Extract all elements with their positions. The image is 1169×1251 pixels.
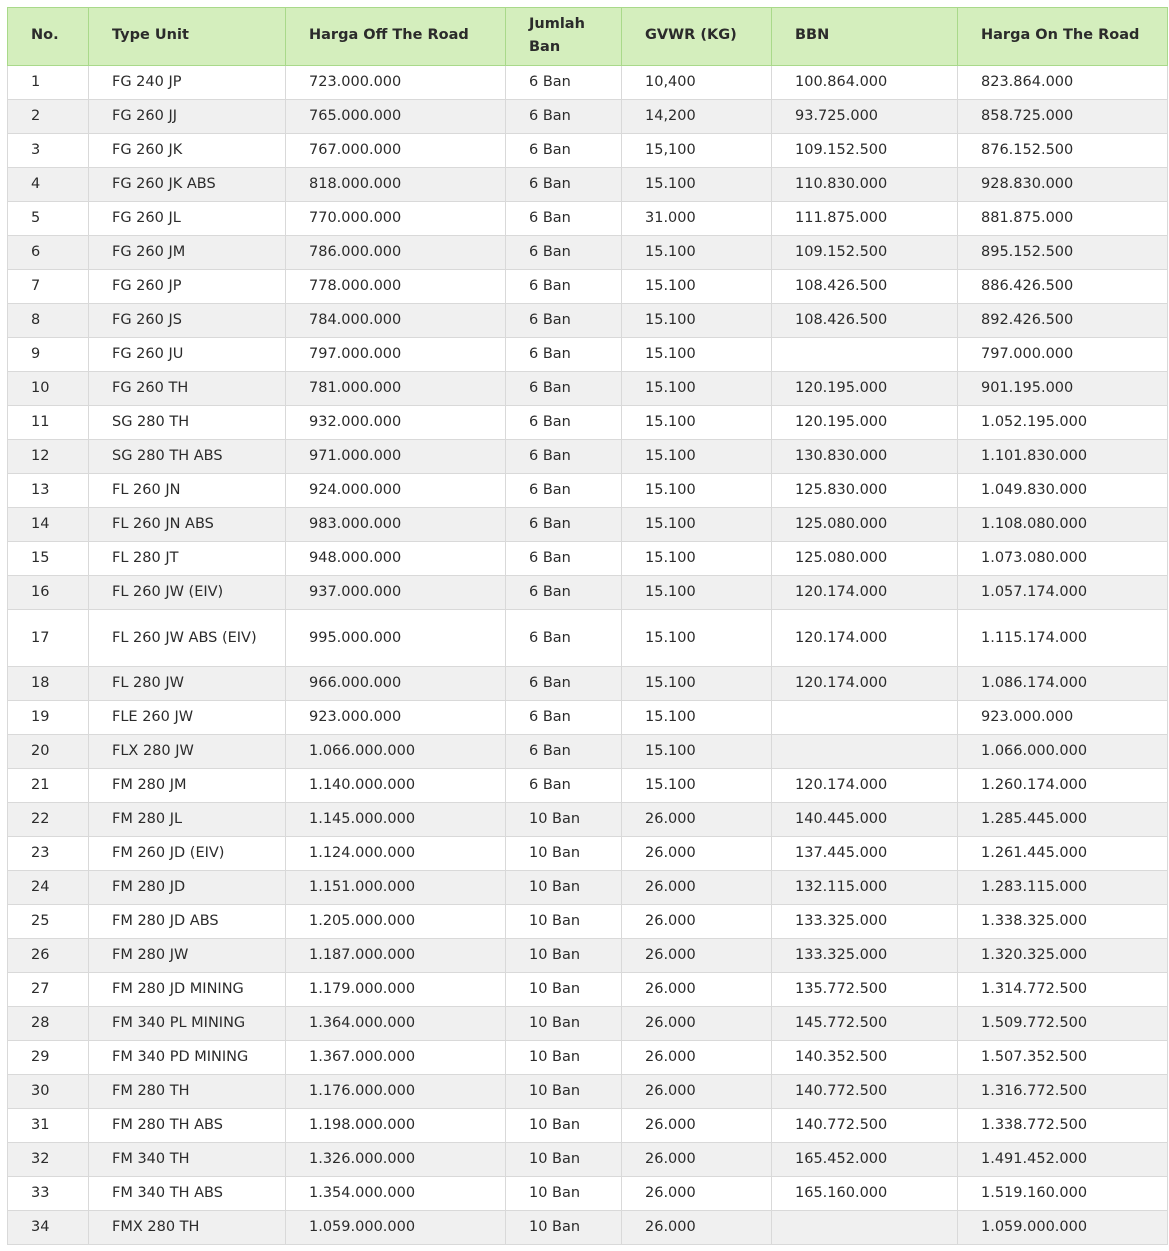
cell-no: 34 xyxy=(8,1211,89,1245)
cell-harga-off-the-road: 765.000.000 xyxy=(286,100,506,134)
cell-bbn: 140.772.500 xyxy=(772,1075,958,1109)
cell-bbn: 135.772.500 xyxy=(772,973,958,1007)
cell-no: 9 xyxy=(8,338,89,372)
cell-gvwr: 15.100 xyxy=(622,440,772,474)
cell-harga-on-the-road: 1.519.160.000 xyxy=(958,1177,1168,1211)
cell-bbn: 120.174.000 xyxy=(772,610,958,667)
cell-harga-on-the-road: 1.059.000.000 xyxy=(958,1211,1168,1245)
cell-gvwr: 26.000 xyxy=(622,1109,772,1143)
cell-no: 28 xyxy=(8,1007,89,1041)
cell-gvwr: 15.100 xyxy=(622,542,772,576)
cell-harga-on-the-road: 1.491.452.000 xyxy=(958,1143,1168,1177)
cell-harga-on-the-road: 1.101.830.000 xyxy=(958,440,1168,474)
cell-no: 25 xyxy=(8,905,89,939)
cell-bbn: 109.152.500 xyxy=(772,236,958,270)
cell-type-unit: FG 260 JM xyxy=(89,236,286,270)
table-row xyxy=(8,202,1168,236)
cell-harga-on-the-road: 895.152.500 xyxy=(958,236,1168,270)
cell-gvwr: 15.100 xyxy=(622,372,772,406)
cell-bbn xyxy=(772,1211,958,1245)
table-row xyxy=(8,270,1168,304)
cell-harga-off-the-road: 1.140.000.000 xyxy=(286,769,506,803)
cell-harga-off-the-road: 1.326.000.000 xyxy=(286,1143,506,1177)
table-row xyxy=(8,576,1168,610)
header-gvwr: GVWR (KG) xyxy=(622,8,772,66)
cell-gvwr: 15.100 xyxy=(622,610,772,667)
cell-harga-on-the-road: 1.052.195.000 xyxy=(958,406,1168,440)
cell-jumlah-ban: 6 Ban xyxy=(506,168,622,202)
cell-gvwr: 26.000 xyxy=(622,1177,772,1211)
cell-harga-off-the-road: 932.000.000 xyxy=(286,406,506,440)
cell-bbn: 165.452.000 xyxy=(772,1143,958,1177)
cell-jumlah-ban: 10 Ban xyxy=(506,1007,622,1041)
cell-no: 1 xyxy=(8,66,89,100)
cell-no: 29 xyxy=(8,1041,89,1075)
cell-bbn: 133.325.000 xyxy=(772,905,958,939)
cell-type-unit: FL 260 JW (EIV) xyxy=(89,576,286,610)
cell-bbn: 125.080.000 xyxy=(772,542,958,576)
cell-harga-on-the-road: 1.285.445.000 xyxy=(958,803,1168,837)
cell-harga-off-the-road: 983.000.000 xyxy=(286,508,506,542)
cell-harga-on-the-road: 1.066.000.000 xyxy=(958,735,1168,769)
table-row xyxy=(8,701,1168,735)
table-row xyxy=(8,372,1168,406)
cell-type-unit: FM 260 JD (EIV) xyxy=(89,837,286,871)
cell-gvwr: 15.100 xyxy=(622,576,772,610)
cell-gvwr: 26.000 xyxy=(622,1075,772,1109)
cell-no: 16 xyxy=(8,576,89,610)
table-row xyxy=(8,168,1168,202)
cell-type-unit: FG 260 JK xyxy=(89,134,286,168)
cell-no: 22 xyxy=(8,803,89,837)
cell-no: 18 xyxy=(8,667,89,701)
cell-type-unit: FM 340 PD MINING xyxy=(89,1041,286,1075)
cell-harga-off-the-road: 1.364.000.000 xyxy=(286,1007,506,1041)
cell-gvwr: 26.000 xyxy=(622,1143,772,1177)
cell-type-unit: FM 280 TH xyxy=(89,1075,286,1109)
cell-harga-on-the-road: 901.195.000 xyxy=(958,372,1168,406)
cell-bbn: 108.426.500 xyxy=(772,270,958,304)
table-row xyxy=(8,973,1168,1007)
cell-type-unit: FM 280 JW xyxy=(89,939,286,973)
header-bbn: BBN xyxy=(772,8,958,66)
cell-harga-on-the-road: 876.152.500 xyxy=(958,134,1168,168)
cell-harga-on-the-road: 886.426.500 xyxy=(958,270,1168,304)
cell-harga-on-the-road: 1.086.174.000 xyxy=(958,667,1168,701)
cell-harga-off-the-road: 1.198.000.000 xyxy=(286,1109,506,1143)
cell-type-unit: SG 280 TH xyxy=(89,406,286,440)
header-harga-on-the-road: Harga On The Road xyxy=(958,8,1168,66)
cell-no: 30 xyxy=(8,1075,89,1109)
cell-harga-off-the-road: 966.000.000 xyxy=(286,667,506,701)
cell-type-unit: FL 260 JW ABS (EIV) xyxy=(89,610,286,667)
cell-bbn: 125.830.000 xyxy=(772,474,958,508)
table-row xyxy=(8,1075,1168,1109)
header-harga-off-the-road: Harga Off The Road xyxy=(286,8,506,66)
cell-bbn xyxy=(772,338,958,372)
cell-no: 10 xyxy=(8,372,89,406)
cell-jumlah-ban: 10 Ban xyxy=(506,905,622,939)
cell-no: 20 xyxy=(8,735,89,769)
cell-jumlah-ban: 6 Ban xyxy=(506,542,622,576)
cell-jumlah-ban: 10 Ban xyxy=(506,973,622,1007)
cell-harga-off-the-road: 1.179.000.000 xyxy=(286,973,506,1007)
table-row xyxy=(8,803,1168,837)
cell-gvwr: 15,100 xyxy=(622,134,772,168)
cell-harga-on-the-road: 1.073.080.000 xyxy=(958,542,1168,576)
cell-gvwr: 15.100 xyxy=(622,508,772,542)
cell-type-unit: FM 280 JL xyxy=(89,803,286,837)
table-row xyxy=(8,1109,1168,1143)
cell-jumlah-ban: 6 Ban xyxy=(506,338,622,372)
cell-bbn xyxy=(772,701,958,735)
cell-no: 11 xyxy=(8,406,89,440)
cell-bbn xyxy=(772,735,958,769)
cell-jumlah-ban: 6 Ban xyxy=(506,440,622,474)
cell-harga-off-the-road: 786.000.000 xyxy=(286,236,506,270)
cell-type-unit: FLE 260 JW xyxy=(89,701,286,735)
cell-type-unit: FM 340 PL MINING xyxy=(89,1007,286,1041)
cell-bbn: 145.772.500 xyxy=(772,1007,958,1041)
cell-type-unit: FG 260 JK ABS xyxy=(89,168,286,202)
cell-harga-on-the-road: 928.830.000 xyxy=(958,168,1168,202)
header-jumlah-ban: Jumlah Ban xyxy=(506,8,622,66)
table-body xyxy=(8,66,1168,1245)
cell-type-unit: FL 280 JT xyxy=(89,542,286,576)
cell-bbn: 133.325.000 xyxy=(772,939,958,973)
cell-gvwr: 31.000 xyxy=(622,202,772,236)
cell-harga-on-the-road: 1.509.772.500 xyxy=(958,1007,1168,1041)
cell-harga-on-the-road: 797.000.000 xyxy=(958,338,1168,372)
cell-harga-off-the-road: 923.000.000 xyxy=(286,701,506,735)
cell-harga-on-the-road: 823.864.000 xyxy=(958,66,1168,100)
cell-harga-off-the-road: 1.145.000.000 xyxy=(286,803,506,837)
cell-gvwr: 26.000 xyxy=(622,939,772,973)
cell-no: 24 xyxy=(8,871,89,905)
cell-harga-on-the-road: 1.316.772.500 xyxy=(958,1075,1168,1109)
cell-type-unit: FM 280 JM xyxy=(89,769,286,803)
cell-harga-off-the-road: 1.151.000.000 xyxy=(286,871,506,905)
table-row xyxy=(8,406,1168,440)
table-row xyxy=(8,939,1168,973)
cell-type-unit: FG 240 JP xyxy=(89,66,286,100)
cell-bbn: 120.174.000 xyxy=(772,769,958,803)
cell-bbn: 132.115.000 xyxy=(772,871,958,905)
cell-bbn: 110.830.000 xyxy=(772,168,958,202)
table-row xyxy=(8,542,1168,576)
price-table-container xyxy=(7,7,1168,1245)
cell-no: 12 xyxy=(8,440,89,474)
cell-type-unit: FG 260 JP xyxy=(89,270,286,304)
cell-jumlah-ban: 10 Ban xyxy=(506,803,622,837)
cell-jumlah-ban: 10 Ban xyxy=(506,1143,622,1177)
table-row xyxy=(8,837,1168,871)
table-row xyxy=(8,66,1168,100)
cell-harga-off-the-road: 1.367.000.000 xyxy=(286,1041,506,1075)
cell-harga-on-the-road: 1.057.174.000 xyxy=(958,576,1168,610)
cell-type-unit: FM 280 JD ABS xyxy=(89,905,286,939)
cell-jumlah-ban: 6 Ban xyxy=(506,667,622,701)
cell-bbn: 100.864.000 xyxy=(772,66,958,100)
cell-type-unit: SG 280 TH ABS xyxy=(89,440,286,474)
cell-no: 3 xyxy=(8,134,89,168)
cell-harga-on-the-road: 1.338.772.500 xyxy=(958,1109,1168,1143)
table-row xyxy=(8,610,1168,667)
cell-bbn: 108.426.500 xyxy=(772,304,958,338)
cell-no: 26 xyxy=(8,939,89,973)
cell-jumlah-ban: 6 Ban xyxy=(506,270,622,304)
cell-no: 23 xyxy=(8,837,89,871)
cell-jumlah-ban: 6 Ban xyxy=(506,406,622,440)
cell-harga-off-the-road: 971.000.000 xyxy=(286,440,506,474)
cell-harga-off-the-road: 948.000.000 xyxy=(286,542,506,576)
table-row xyxy=(8,508,1168,542)
cell-harga-off-the-road: 937.000.000 xyxy=(286,576,506,610)
cell-harga-on-the-road: 1.108.080.000 xyxy=(958,508,1168,542)
cell-harga-off-the-road: 767.000.000 xyxy=(286,134,506,168)
cell-harga-on-the-road: 1.283.115.000 xyxy=(958,871,1168,905)
table-row xyxy=(8,1007,1168,1041)
table-row xyxy=(8,871,1168,905)
cell-gvwr: 26.000 xyxy=(622,1041,772,1075)
header-no: No. xyxy=(8,8,89,66)
cell-harga-off-the-road: 924.000.000 xyxy=(286,474,506,508)
cell-gvwr: 26.000 xyxy=(622,871,772,905)
cell-no: 8 xyxy=(8,304,89,338)
cell-harga-off-the-road: 784.000.000 xyxy=(286,304,506,338)
cell-no: 4 xyxy=(8,168,89,202)
cell-type-unit: FLX 280 JW xyxy=(89,735,286,769)
cell-gvwr: 15.100 xyxy=(622,338,772,372)
cell-bbn: 165.160.000 xyxy=(772,1177,958,1211)
cell-jumlah-ban: 10 Ban xyxy=(506,1177,622,1211)
table-row xyxy=(8,338,1168,372)
cell-gvwr: 10,400 xyxy=(622,66,772,100)
cell-gvwr: 15.100 xyxy=(622,270,772,304)
cell-harga-off-the-road: 1.176.000.000 xyxy=(286,1075,506,1109)
cell-bbn: 120.195.000 xyxy=(772,372,958,406)
table-row xyxy=(8,440,1168,474)
cell-harga-on-the-road: 1.338.325.000 xyxy=(958,905,1168,939)
cell-jumlah-ban: 6 Ban xyxy=(506,372,622,406)
cell-harga-off-the-road: 1.205.000.000 xyxy=(286,905,506,939)
cell-gvwr: 26.000 xyxy=(622,905,772,939)
cell-harga-on-the-road: 881.875.000 xyxy=(958,202,1168,236)
cell-harga-off-the-road: 797.000.000 xyxy=(286,338,506,372)
cell-jumlah-ban: 6 Ban xyxy=(506,202,622,236)
cell-gvwr: 26.000 xyxy=(622,1211,772,1245)
cell-harga-off-the-road: 778.000.000 xyxy=(286,270,506,304)
table-row xyxy=(8,134,1168,168)
cell-harga-on-the-road: 1.261.445.000 xyxy=(958,837,1168,871)
cell-gvwr: 15.100 xyxy=(622,168,772,202)
cell-no: 5 xyxy=(8,202,89,236)
cell-no: 6 xyxy=(8,236,89,270)
cell-harga-off-the-road: 1.066.000.000 xyxy=(286,735,506,769)
cell-no: 27 xyxy=(8,973,89,1007)
cell-harga-off-the-road: 781.000.000 xyxy=(286,372,506,406)
cell-type-unit: FG 260 JJ xyxy=(89,100,286,134)
cell-jumlah-ban: 10 Ban xyxy=(506,939,622,973)
cell-no: 15 xyxy=(8,542,89,576)
cell-harga-on-the-road: 892.426.500 xyxy=(958,304,1168,338)
cell-jumlah-ban: 6 Ban xyxy=(506,474,622,508)
cell-bbn: 140.352.500 xyxy=(772,1041,958,1075)
cell-type-unit: FM 280 JD xyxy=(89,871,286,905)
cell-jumlah-ban: 6 Ban xyxy=(506,134,622,168)
cell-no: 17 xyxy=(8,610,89,667)
cell-no: 21 xyxy=(8,769,89,803)
cell-harga-on-the-road: 923.000.000 xyxy=(958,701,1168,735)
price-table xyxy=(7,7,1168,1245)
cell-no: 13 xyxy=(8,474,89,508)
cell-jumlah-ban: 10 Ban xyxy=(506,1109,622,1143)
cell-gvwr: 26.000 xyxy=(622,1007,772,1041)
cell-no: 33 xyxy=(8,1177,89,1211)
table-row xyxy=(8,1143,1168,1177)
cell-harga-on-the-road: 1.115.174.000 xyxy=(958,610,1168,667)
cell-harga-on-the-road: 1.507.352.500 xyxy=(958,1041,1168,1075)
cell-bbn: 120.195.000 xyxy=(772,406,958,440)
cell-harga-off-the-road: 1.187.000.000 xyxy=(286,939,506,973)
table-row xyxy=(8,474,1168,508)
cell-type-unit: FG 260 JL xyxy=(89,202,286,236)
table-row xyxy=(8,304,1168,338)
cell-gvwr: 26.000 xyxy=(622,837,772,871)
cell-gvwr: 26.000 xyxy=(622,973,772,1007)
cell-harga-on-the-road: 1.049.830.000 xyxy=(958,474,1168,508)
cell-gvwr: 15.100 xyxy=(622,406,772,440)
table-row xyxy=(8,667,1168,701)
cell-no: 2 xyxy=(8,100,89,134)
cell-jumlah-ban: 6 Ban xyxy=(506,508,622,542)
cell-bbn: 93.725.000 xyxy=(772,100,958,134)
cell-gvwr: 15.100 xyxy=(622,701,772,735)
cell-harga-off-the-road: 1.059.000.000 xyxy=(286,1211,506,1245)
cell-no: 19 xyxy=(8,701,89,735)
cell-gvwr: 15.100 xyxy=(622,667,772,701)
table-row xyxy=(8,735,1168,769)
cell-type-unit: FG 260 JS xyxy=(89,304,286,338)
cell-jumlah-ban: 6 Ban xyxy=(506,735,622,769)
cell-harga-on-the-road: 858.725.000 xyxy=(958,100,1168,134)
cell-bbn: 137.445.000 xyxy=(772,837,958,871)
cell-gvwr: 15.100 xyxy=(622,236,772,270)
cell-jumlah-ban: 10 Ban xyxy=(506,1041,622,1075)
cell-harga-off-the-road: 723.000.000 xyxy=(286,66,506,100)
cell-harga-off-the-road: 1.354.000.000 xyxy=(286,1177,506,1211)
cell-type-unit: FM 280 TH ABS xyxy=(89,1109,286,1143)
cell-harga-on-the-road: 1.320.325.000 xyxy=(958,939,1168,973)
cell-gvwr: 15.100 xyxy=(622,304,772,338)
cell-gvwr: 15.100 xyxy=(622,474,772,508)
cell-type-unit: FM 280 JD MINING xyxy=(89,973,286,1007)
cell-type-unit: FM 340 TH ABS xyxy=(89,1177,286,1211)
cell-type-unit: FG 260 JU xyxy=(89,338,286,372)
cell-gvwr: 15.100 xyxy=(622,769,772,803)
cell-harga-on-the-road: 1.314.772.500 xyxy=(958,973,1168,1007)
cell-harga-off-the-road: 770.000.000 xyxy=(286,202,506,236)
cell-jumlah-ban: 6 Ban xyxy=(506,701,622,735)
cell-type-unit: FG 260 TH xyxy=(89,372,286,406)
table-row xyxy=(8,1041,1168,1075)
cell-jumlah-ban: 6 Ban xyxy=(506,610,622,667)
cell-jumlah-ban: 6 Ban xyxy=(506,576,622,610)
cell-no: 14 xyxy=(8,508,89,542)
cell-jumlah-ban: 10 Ban xyxy=(506,1211,622,1245)
table-row xyxy=(8,100,1168,134)
cell-type-unit: FL 260 JN ABS xyxy=(89,508,286,542)
cell-harga-off-the-road: 1.124.000.000 xyxy=(286,837,506,871)
table-row xyxy=(8,1177,1168,1211)
cell-jumlah-ban: 10 Ban xyxy=(506,871,622,905)
cell-bbn: 125.080.000 xyxy=(772,508,958,542)
cell-no: 32 xyxy=(8,1143,89,1177)
cell-type-unit: FMX 280 TH xyxy=(89,1211,286,1245)
table-row xyxy=(8,905,1168,939)
cell-jumlah-ban: 6 Ban xyxy=(506,304,622,338)
cell-bbn: 140.445.000 xyxy=(772,803,958,837)
cell-bbn: 140.772.500 xyxy=(772,1109,958,1143)
cell-harga-off-the-road: 995.000.000 xyxy=(286,610,506,667)
cell-jumlah-ban: 6 Ban xyxy=(506,236,622,270)
cell-harga-on-the-road: 1.260.174.000 xyxy=(958,769,1168,803)
table-row xyxy=(8,1211,1168,1245)
cell-jumlah-ban: 10 Ban xyxy=(506,1075,622,1109)
table-header-row xyxy=(8,8,1168,66)
table-row xyxy=(8,236,1168,270)
cell-jumlah-ban: 6 Ban xyxy=(506,100,622,134)
cell-jumlah-ban: 6 Ban xyxy=(506,769,622,803)
cell-no: 31 xyxy=(8,1109,89,1143)
cell-jumlah-ban: 10 Ban xyxy=(506,837,622,871)
cell-bbn: 109.152.500 xyxy=(772,134,958,168)
cell-type-unit: FL 280 JW xyxy=(89,667,286,701)
cell-bbn: 120.174.000 xyxy=(772,667,958,701)
cell-bbn: 130.830.000 xyxy=(772,440,958,474)
cell-type-unit: FM 340 TH xyxy=(89,1143,286,1177)
cell-bbn: 120.174.000 xyxy=(772,576,958,610)
table-row xyxy=(8,769,1168,803)
cell-gvwr: 15.100 xyxy=(622,735,772,769)
cell-gvwr: 14,200 xyxy=(622,100,772,134)
cell-gvwr: 26.000 xyxy=(622,803,772,837)
cell-harga-off-the-road: 818.000.000 xyxy=(286,168,506,202)
cell-type-unit: FL 260 JN xyxy=(89,474,286,508)
header-type-unit: Type Unit xyxy=(89,8,286,66)
cell-jumlah-ban: 6 Ban xyxy=(506,66,622,100)
cell-no: 7 xyxy=(8,270,89,304)
cell-bbn: 111.875.000 xyxy=(772,202,958,236)
